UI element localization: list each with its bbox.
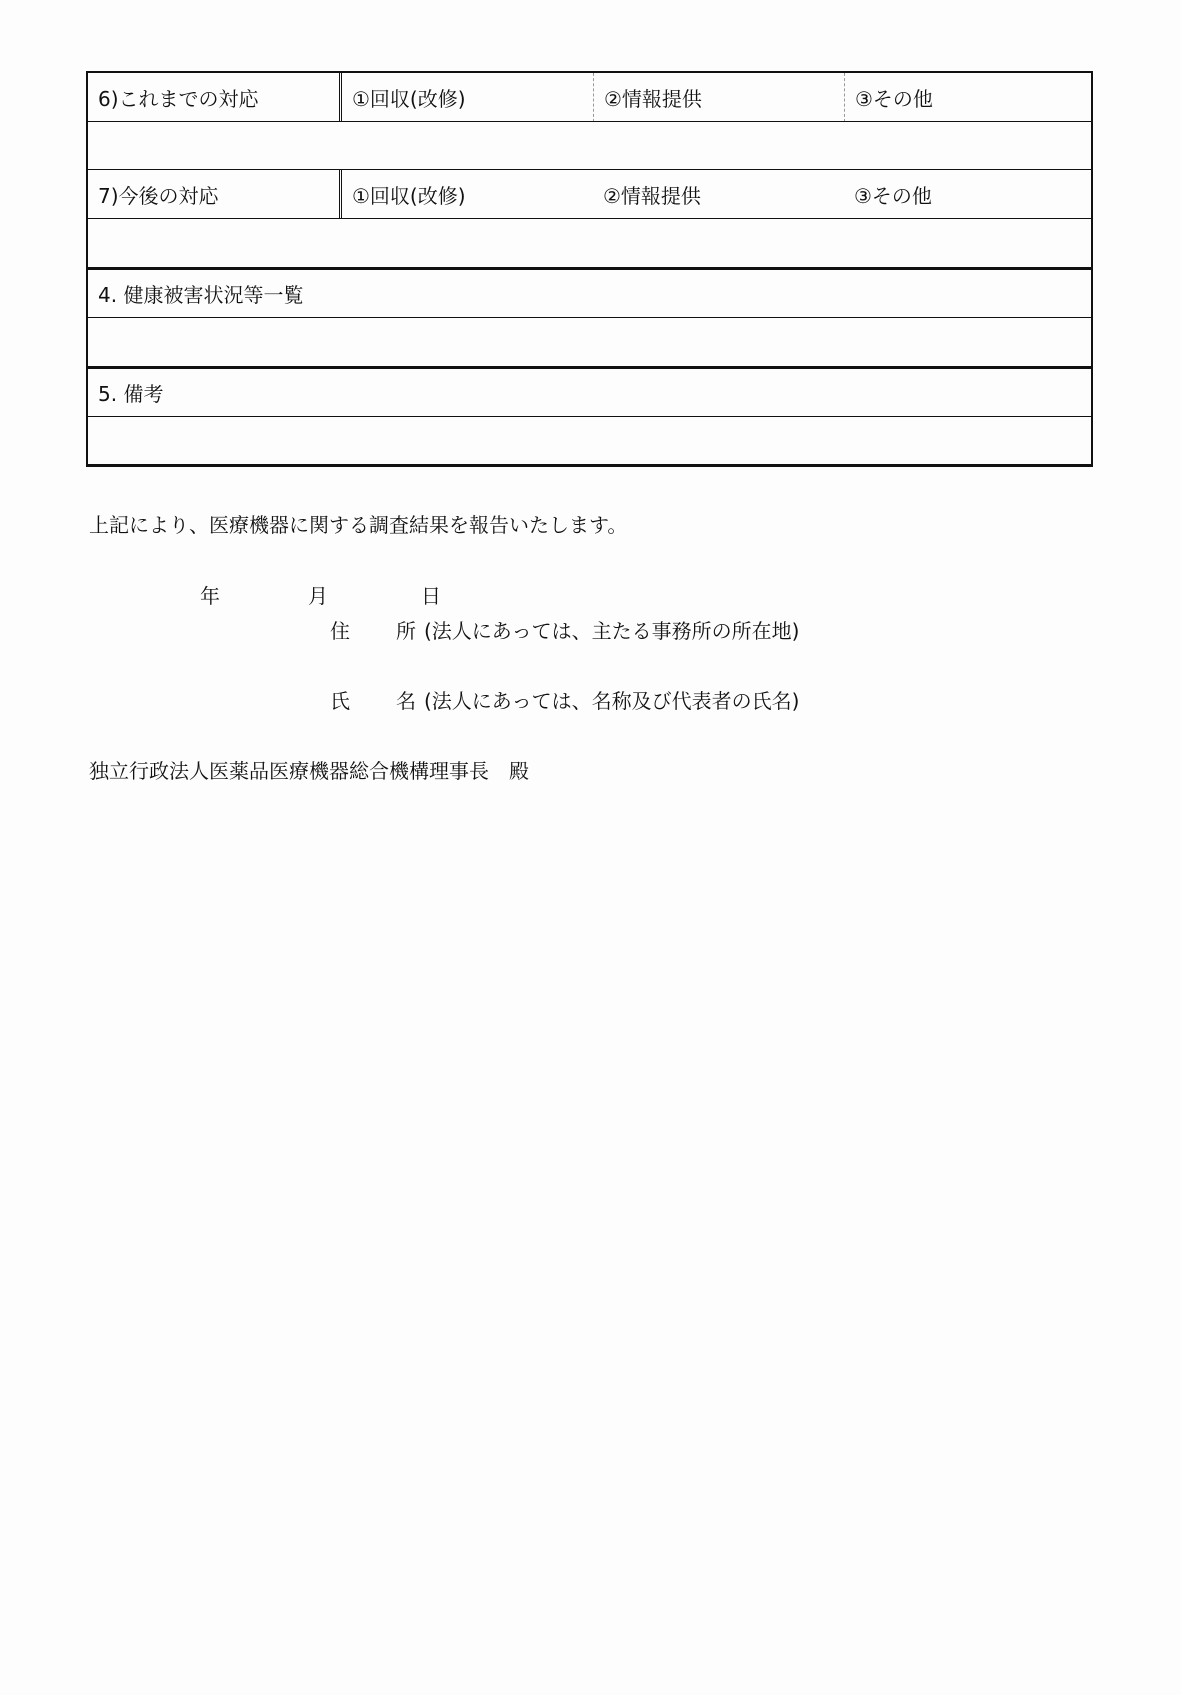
past-option-other[interactable]: ③その他 bbox=[844, 73, 1091, 122]
health-damage-field[interactable] bbox=[88, 317, 1091, 366]
addressee: 独立行政法人医薬品医療機器総合機構理事長 殿 bbox=[89, 759, 529, 783]
past-response-label: 6)これまでの対応 bbox=[88, 73, 342, 122]
date-month: 月 bbox=[308, 584, 328, 608]
name-note: (法人にあっては、名称及び代表者の氏名) bbox=[424, 689, 800, 713]
future-response-detail-field[interactable] bbox=[88, 218, 1091, 267]
section-remarks bbox=[88, 366, 1091, 415]
future-response-label: 7)今後の対応 bbox=[88, 170, 342, 218]
remarks-field[interactable] bbox=[88, 416, 1091, 464]
past-option-info[interactable]: ②情報提供 bbox=[593, 73, 844, 122]
section-health-damage-title: 4. 健康被害状況等一覧 bbox=[98, 282, 304, 307]
address-note: (法人にあっては、主たる事務所の所在地) bbox=[424, 619, 800, 643]
address-label-1: 住 bbox=[330, 619, 350, 643]
section-health-damage bbox=[88, 267, 1091, 316]
future-option-other[interactable]: ③その他 bbox=[854, 183, 932, 208]
row-future-response bbox=[88, 169, 1091, 218]
date-year: 年 bbox=[200, 584, 220, 608]
address-label-2: 所 bbox=[396, 619, 416, 643]
future-option-info[interactable]: ②情報提供 bbox=[603, 183, 701, 208]
past-option-recall[interactable]: ①回収(改修) bbox=[352, 87, 466, 111]
report-table bbox=[86, 71, 1093, 467]
future-option-recall[interactable]: ①回収(改修) bbox=[352, 183, 466, 208]
statement-text: 上記により、医療機器に関する調査結果を報告いたします。 bbox=[89, 513, 628, 537]
past-response-detail-field[interactable] bbox=[88, 121, 1091, 170]
name-label-2: 名 bbox=[396, 689, 416, 713]
section-remarks-title: 5. 備考 bbox=[98, 381, 164, 406]
name-label-1: 氏 bbox=[330, 689, 350, 713]
row-past-response bbox=[88, 73, 1091, 122]
date-day: 日 bbox=[421, 584, 441, 608]
